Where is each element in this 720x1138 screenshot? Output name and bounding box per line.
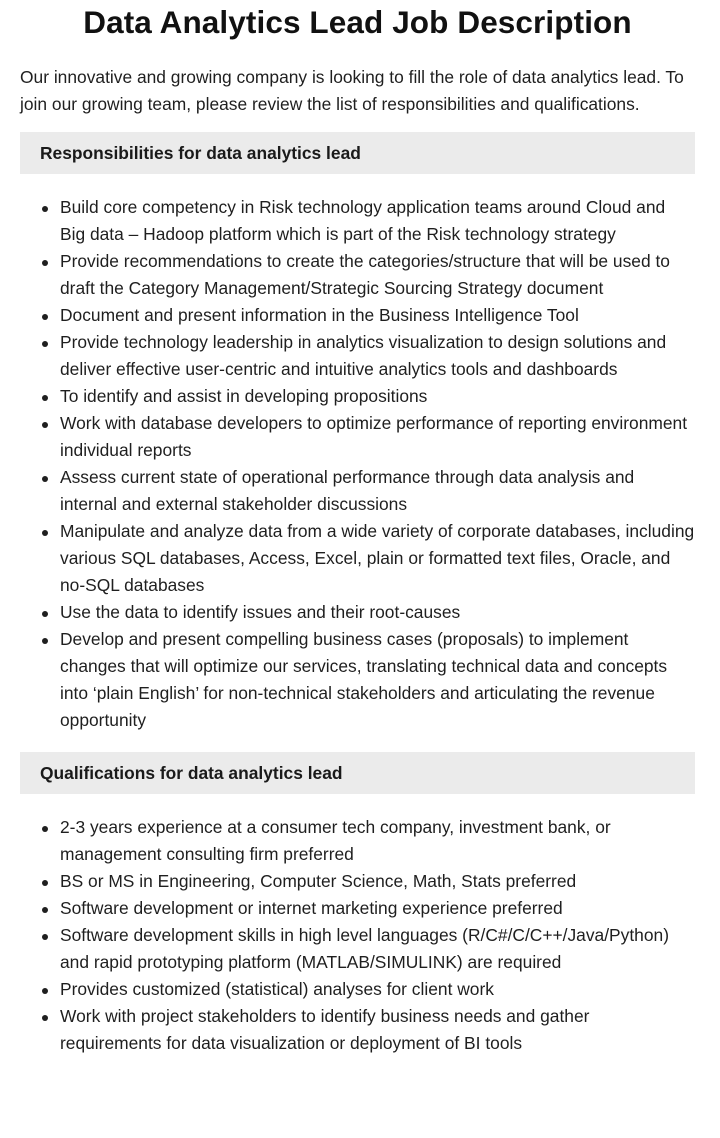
bullet-icon bbox=[42, 1015, 48, 1021]
bullet-icon bbox=[42, 907, 48, 913]
list-item-text: Software development or internet marketing experience preferred bbox=[60, 898, 563, 918]
list-item-text: Work with project stakeholders to identify business needs and gather requirements for data visualization or deployment of BI tools bbox=[60, 1006, 590, 1053]
list-item-text: Work with database developers to optimize performance of reporting environment individual reports bbox=[60, 413, 688, 460]
list-item-text: Document and present information in the Business Intelligence Tool bbox=[60, 305, 579, 325]
list-item bbox=[60, 383, 695, 410]
bullet-icon bbox=[42, 395, 48, 401]
bullet-icon bbox=[42, 638, 48, 644]
list-item-text: 2-3 years experience at a consumer tech company, investment bank, or management consulting firm preferred bbox=[60, 817, 611, 864]
bullet-icon bbox=[42, 530, 48, 536]
bullet-icon bbox=[42, 934, 48, 940]
bullet-icon bbox=[42, 314, 48, 320]
list-item-text: Provides customized (statistical) analyses for client work bbox=[60, 979, 494, 999]
list-item bbox=[60, 410, 695, 464]
list-item bbox=[60, 248, 695, 302]
list-item-text: To identify and assist in developing propositions bbox=[60, 386, 428, 406]
bullet-icon bbox=[42, 341, 48, 347]
list-item-text: BS or MS in Engineering, Computer Science, Math, Stats preferred bbox=[60, 871, 577, 891]
list-item bbox=[60, 464, 695, 518]
list-item-text: Provide recommendations to create the categories/structure that will be used to draft the Category Management/Strategic Sourcing Strategy document bbox=[60, 251, 670, 298]
list-item-text: Build core competency in Risk technology application teams around Cloud and Big data – Hadoop platform which is part of the Risk technology strategy bbox=[60, 197, 666, 244]
list-item-text: Develop and present compelling business cases (proposals) to implement changes that will optimize our services, translating technical data and concepts into ‘plain English’ for non-technical stakeholders and articulating the revenue opportunity bbox=[60, 629, 668, 730]
list-item-text: Manipulate and analyze data from a wide variety of corporate databases, including various SQL databases, Access, Excel, plain or formatted text files, Oracle, and no-SQL databases bbox=[60, 521, 695, 595]
list-item bbox=[60, 194, 695, 248]
list-item bbox=[60, 626, 695, 734]
list-item-text: Use the data to identify issues and their root-causes bbox=[60, 602, 461, 622]
list-item-text: Software development skills in high level languages (R/C#/C/C++/Java/Python) and rapid prototyping platform (MATLAB/SIMULINK) are required bbox=[60, 925, 669, 972]
bullet-icon bbox=[42, 611, 48, 617]
qualifications-heading: Qualifications for data analytics lead bbox=[20, 752, 695, 794]
list-item-text: Assess current state of operational performance through data analysis and internal and external stakeholder discussions bbox=[60, 467, 635, 514]
page-title: Data Analytics Lead Job Description bbox=[83, 4, 632, 40]
qualifications-list bbox=[20, 794, 695, 1057]
list-item bbox=[60, 518, 695, 599]
bullet-icon bbox=[42, 422, 48, 428]
list-item bbox=[60, 922, 695, 976]
list-item bbox=[60, 976, 695, 1003]
bullet-icon bbox=[42, 826, 48, 832]
list-item-text: Provide technology leadership in analytics visualization to design solutions and deliver effective user-centric and intuitive analytics tools and dashboards bbox=[60, 332, 667, 379]
list-item bbox=[60, 814, 695, 868]
list-item bbox=[60, 302, 695, 329]
list-item bbox=[60, 599, 695, 626]
bullet-icon bbox=[42, 988, 48, 994]
intro-paragraph: Our innovative and growing company is looking to fill the role of data analytics lead. To join our growing team, please review the list of responsibilities and qualifications. bbox=[20, 67, 684, 114]
list-item bbox=[60, 329, 695, 383]
bullet-icon bbox=[42, 880, 48, 886]
responsibilities-list bbox=[20, 174, 695, 734]
list-item bbox=[60, 868, 695, 895]
bullet-icon bbox=[42, 206, 48, 212]
bullet-icon bbox=[42, 260, 48, 266]
list-item bbox=[60, 1003, 695, 1057]
responsibilities-heading: Responsibilities for data analytics lead bbox=[20, 132, 695, 174]
bullet-icon bbox=[42, 476, 48, 482]
list-item bbox=[60, 895, 695, 922]
